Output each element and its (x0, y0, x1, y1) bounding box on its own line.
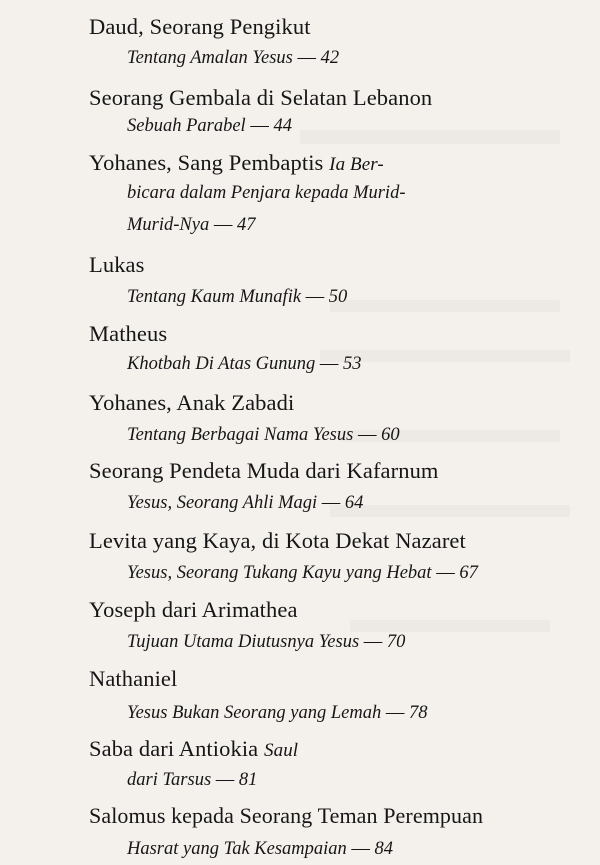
toc-author: Yohanes, Anak Zabadi (89, 390, 295, 415)
toc-page-number: 78 (408, 703, 428, 723)
toc-dash: — (215, 770, 235, 790)
toc-dash: — (305, 287, 325, 307)
toc-page-number: 50 (328, 287, 348, 307)
toc-author: Seorang Pendeta Muda dari Kafarnum (89, 458, 439, 483)
toc-dash: — (321, 493, 341, 513)
bleed-through-mark (350, 620, 550, 632)
toc-page-number: 81 (238, 770, 258, 790)
toc-page-number: 67 (459, 563, 478, 583)
toc-title-text: Tentang Kaum Munafik (127, 287, 302, 307)
toc-author: Yoseph dari Arimathea (89, 597, 298, 622)
toc-dash: — (250, 116, 269, 136)
toc-title (127, 633, 405, 652)
toc-title (127, 426, 400, 445)
toc-title-text: Tentang Amalan Yesus (127, 48, 293, 68)
toc-title (127, 564, 478, 583)
toc-title (127, 288, 347, 307)
bleed-through-mark (330, 300, 560, 312)
toc-title-text: Yesus, Seorang Ahli Magi (127, 493, 318, 513)
toc-title (127, 216, 255, 235)
toc-title-text: Khotbah Di Atas Gunung (127, 354, 316, 374)
toc-title (127, 49, 339, 68)
toc-title-text: Tentang Berbagai Nama Yesus (127, 425, 354, 445)
toc-title (127, 840, 393, 859)
toc-page-number: 64 (344, 493, 364, 513)
toc-author: Lukas (89, 252, 145, 277)
toc-author: Daud, Seorang Pengikut (89, 14, 311, 39)
bleed-through-mark (330, 505, 570, 517)
toc-dash: — (351, 839, 370, 859)
toc-author-text: Yohanes, Sang Pembaptis (89, 150, 324, 175)
toc-dash: — (319, 354, 339, 374)
toc-page-number: 60 (381, 425, 400, 445)
toc-author: Nathaniel (89, 666, 178, 691)
toc-title-text: Sebuah Parabel (127, 116, 246, 136)
toc-title-text: Hasrat yang Tak Kesampaian (127, 839, 347, 859)
toc-title-text: Saul (264, 740, 299, 761)
toc-page-number: 53 (343, 354, 362, 374)
toc-title (127, 704, 427, 723)
toc-title (127, 494, 363, 513)
toc-title (127, 771, 257, 790)
toc-title (127, 355, 362, 374)
toc-page-number: 42 (320, 48, 340, 68)
toc-title-text: Tujuan Utama Diutusnya Yesus (127, 632, 360, 652)
toc-author: Seorang Gembala di Selatan Lebanon (89, 85, 433, 110)
toc-title-text: Yesus Bukan Seorang yang Lemah (127, 703, 382, 723)
toc-title (127, 117, 292, 136)
toc-page-number: 44 (273, 116, 292, 136)
toc-author: Matheus (89, 321, 168, 346)
toc-author: Levita yang Kaya, di Kota Dekat Nazaret (89, 528, 466, 553)
toc-dash: — (385, 703, 405, 723)
toc-author: Salomus kepada Seorang Teman Perempuan (89, 803, 484, 828)
toc-dash: — (357, 425, 377, 445)
bleed-through-mark (300, 130, 560, 144)
toc-title-text: Ia Ber- (329, 154, 384, 175)
toc-author (89, 738, 298, 761)
toc-dash: — (436, 563, 455, 583)
toc-dash: — (297, 48, 316, 68)
toc-page-number: 47 (236, 215, 256, 235)
toc-title-text: dari Tarsus (127, 770, 212, 790)
toc-title-text: Yesus, Seorang Tukang Kayu yang Hebat (127, 563, 432, 583)
toc-author-text: Saba dari Antiokia (89, 736, 259, 761)
toc-title: bicara dalam Penjara kepada Murid- (127, 183, 406, 203)
toc-dash: — (213, 215, 233, 235)
toc-page-number: 70 (386, 632, 406, 652)
toc-author (89, 152, 384, 175)
toc-title-text: Murid-Nya (127, 215, 210, 235)
toc-page-number: 84 (374, 839, 394, 859)
toc-dash: — (363, 632, 383, 652)
